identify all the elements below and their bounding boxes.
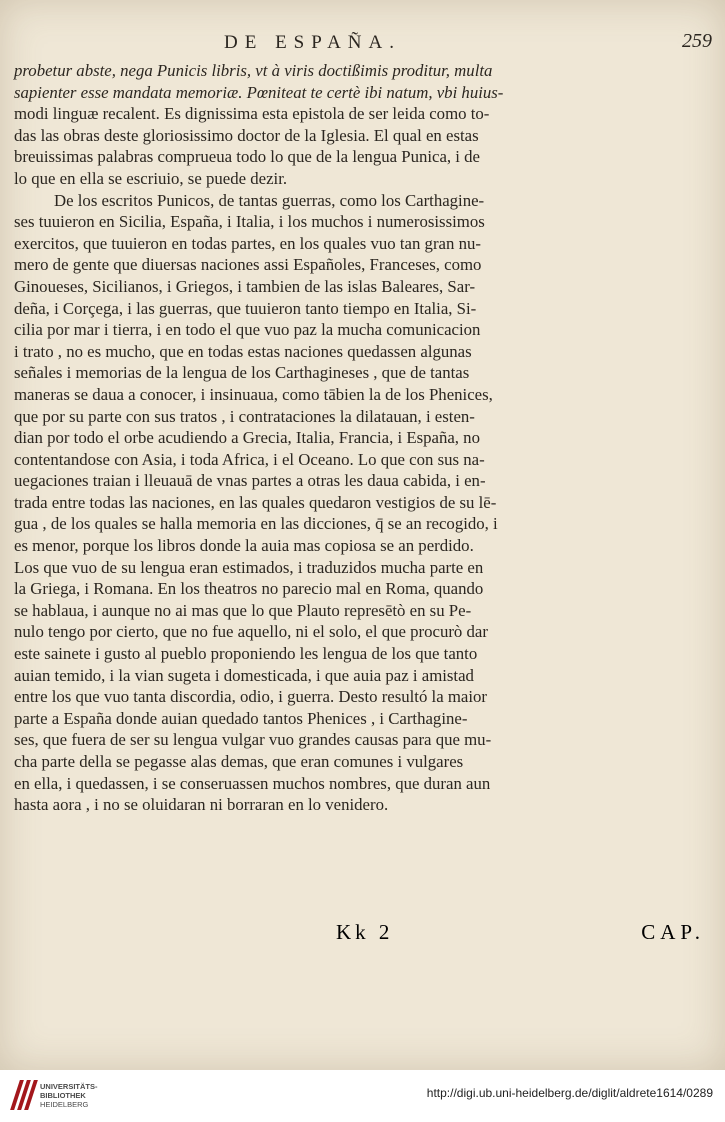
text-line: breuissimas palabras comprueua todo lo que de la lengua Punica, i de <box>14 147 481 167</box>
text-line: es menor, porque los libros donde la auia mas copiosa se an perdido. <box>14 536 474 556</box>
body-text <box>14 60 714 816</box>
text-line: exercitos, que tuuieron en todas partes, en los quales vuo tan gran nu- <box>14 233 481 253</box>
text-line: parte a España donde auian quedado tantos Phenices , i Carthagine- <box>14 708 468 728</box>
text-line: das las obras deste gloriosissimo doctor de la Iglesia. El qual en estas <box>14 125 479 145</box>
running-head <box>14 26 714 60</box>
text-line: nulo tengo por cierto, que no fue aquello, ni el solo, el que procurò dar <box>14 622 488 642</box>
text-line: Ginoueses, Sicilianos, i Griegos, i tambien de las islas Baleares, Sar- <box>14 276 476 296</box>
book-page <box>14 26 714 816</box>
library-logo[interactable] <box>12 1080 98 1110</box>
catchline <box>336 920 711 950</box>
running-head-title: DE ESPAÑA. <box>224 32 401 53</box>
text-line: que por su parte con sus tratos , i contrataciones la dilatauan, i esten- <box>14 406 475 426</box>
text-line: maneras se daua a conocer, i insinuaua, como tābien la de los Phenices, <box>14 384 493 404</box>
text-line: contentandose con Asia, i toda Africa, i el Oceano. Lo que con sus na- <box>14 449 485 469</box>
text-line: lo que en ella se escriuio, se puede dezir. <box>14 168 288 188</box>
text-line: uegaciones traian i lleuauā de vnas partes a otras les daua cabida, i en- <box>14 471 486 491</box>
library-name <box>40 1082 98 1109</box>
text-line: dian por todo el orbe acudiendo a Grecia, Italia, Francia, i España, no <box>14 428 480 448</box>
text-line: hasta aora , i no se oluidaran ni borraran en lo venidero. <box>14 795 389 815</box>
text-line: se hablaua, i aunque no ai mas que lo que Plauto represētò en su Pe- <box>14 600 472 620</box>
page-number: 259 <box>682 30 712 52</box>
text-line: mero de gente que diuersas naciones assi Españoles, Franceses, como <box>14 255 482 275</box>
library-logo-icon <box>12 1080 34 1110</box>
text-line: gua , de los quales se halla memoria en las dicciones, q̄ se an recogido, i <box>14 514 498 534</box>
library-name-line-1: UNIVERSITÄTS- <box>40 1081 98 1091</box>
text-line: i trato , no es mucho, que en todas estas naciones quedassen algunas <box>14 341 472 361</box>
text-line: Los que vuo de su lengua eran estimados, i traduzidos mucha parte en <box>14 557 484 577</box>
text-line: deña, i Corçega, i las guerras, que tuuieron tanto tiempo en Italia, Si- <box>14 298 477 318</box>
text-line: cilia por mar i tierra, i en todo el que vuo paz la mucha comunicacion <box>14 320 481 340</box>
viewer-footer <box>0 1070 725 1122</box>
text-line: auian temido, i la vian sugeta i domesticada, i que auia paz i amistad <box>14 665 474 685</box>
text-line: en ella, i quedassen, i se conseruassen muchos nombres, que duran aun <box>14 773 491 793</box>
catchword: CAP. <box>641 920 705 944</box>
text-line: cha parte della se pegasse alas demas, que eran comunes i vulgares <box>14 752 464 771</box>
signature-mark: Kk 2 <box>336 920 394 944</box>
permalink-url[interactable]: http://digi.ub.uni-heidelberg.de/diglit/aldrete1614/0289 <box>426 1086 713 1100</box>
text-line: la Griega, i Romana. En los theatros no parecio mal en Roma, quando <box>14 579 484 599</box>
text-line: trada entre todas las naciones, en las quales quedaron vestigios de su lē- <box>14 492 497 512</box>
text-line: De los escritos Punicos, de tantas guerras, como los Carthagine- <box>54 190 485 210</box>
text-line: señales i memorias de la lengua de los Carthagineses , que de tantas <box>14 363 470 383</box>
text-line: ses tuuieron en Sicilia, España, i Italia, i los muchos i numerosissimos <box>14 212 485 232</box>
text-line: modi linguæ recalent. Es dignissima esta epistola de ser leida como to- <box>14 104 490 124</box>
text-line: ses, que fuera de ser su lengua vulgar vuo grandes causas para que mu- <box>14 730 492 750</box>
text-line: entre los que vuo tanta discordia, odio, i guerra. Desto resultó la maior <box>14 687 488 707</box>
library-name-line-3: HEIDELBERG <box>40 1099 89 1109</box>
text-line: probetur abste, nega Punicis libris, vt à viris doctißimis proditur, multa <box>14 61 493 80</box>
text-line: este sainete i gusto al pueblo proponiendo les lengua de los que tanto <box>14 644 478 664</box>
library-name-line-2: BIBLIOTHEK <box>40 1090 86 1100</box>
text-line: sapienter esse mandata memoriæ. Pœniteat te certè ibi natum, vbi huius- <box>14 82 504 102</box>
